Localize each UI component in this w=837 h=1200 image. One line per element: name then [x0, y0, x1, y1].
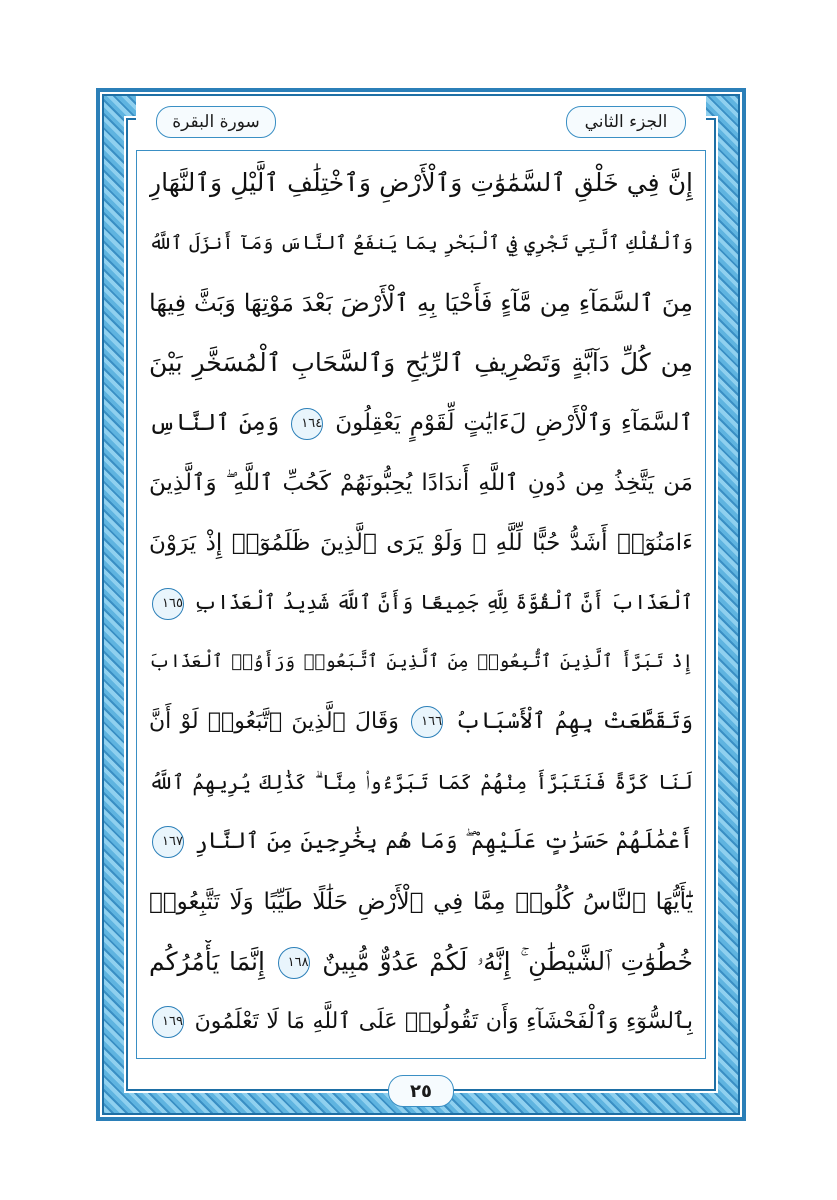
line-text: مَن يَتَّخِذُ مِن دُونِ ٱللَّهِ أَندَادًا يُحِبُّونَهُمْ كَحُبِّ ٱللَّهِ ۖ وَٱلَّذِينَ: [149, 469, 693, 496]
text-line: [149, 461, 693, 509]
verse-lines: [149, 161, 693, 1048]
page-number: ٢٥: [388, 1075, 454, 1107]
verse-number-marker: ١٦٧: [152, 826, 184, 858]
verse-number-marker: ١٦٦: [411, 706, 443, 738]
line-text: لَنَا كَرَّةً فَنَتَبَرَّأَ مِنْهُمْ كَمَا تَبَرَّءُوا۟ مِنَّا ۗ كَذَٰلِكَ يُرِيهِمُ ٱللَّهُ: [149, 770, 693, 795]
page-header: [136, 96, 706, 144]
text-line: [149, 940, 693, 988]
text-line: [149, 521, 693, 569]
text-line: [149, 760, 693, 808]
line-text: بِٱلسُّوٓءِ وَٱلْفَحْشَآءِ وَأَن تَقُولُوا۟ عَلَى ٱللَّهِ مَا لَا تَعْلَمُونَ: [194, 1008, 693, 1034]
surah-name-label: سورة البقرة: [156, 106, 276, 138]
line-text: ٱلسَّمَآءِ وَٱلْأَرْضِ لَءَايَٰتٍ لِّقَوْمٍ يَعْقِلُونَ: [335, 409, 693, 436]
line-text: مِن كُلِّ دَآبَّةٍ وَتَصْرِيفِ ٱلرِّيَٰحِ وَٱلسَّحَابِ ٱلْمُسَخَّرِ بَيْنَ: [149, 347, 693, 377]
line-text: أَعْمَٰلَهُمْ حَسَرَٰتٍ عَلَيْهِمْ ۖ وَمَا هُم بِخَٰرِجِينَ مِنَ ٱلنَّارِ: [194, 829, 693, 855]
text-panel: [136, 150, 706, 1059]
text-line: [149, 700, 693, 748]
text-line: [149, 401, 693, 449]
verse-number-marker: ١٦٨: [278, 947, 310, 979]
verse-number-marker: ١٦٤: [291, 408, 323, 440]
verse-number-marker: ١٦٩: [152, 1006, 184, 1038]
page-footer: [136, 1065, 706, 1113]
mushaf-page: [96, 88, 746, 1121]
line-text: ءَامَنُوٓا۟ أَشَدُّ حُبًّا لِّلَّهِ ۗ وَلَوْ يَرَى ٱلَّذِينَ ظَلَمُوٓا۟ إِذْ يَرَوْنَ: [149, 529, 693, 556]
line-text: يَٰٓأَيُّهَا ٱلنَّاسُ كُلُوا۟ مِمَّا فِي ٱلْأَرْضِ حَلَٰلًا طَيِّبًا وَلَا تَتَّبِعُوا۟: [149, 889, 693, 916]
verse-number-marker: ١٦٥: [152, 588, 184, 620]
line-text: ٱلْعَذَابَ أَنَّ ٱلْقُوَّةَ لِلَّهِ جَمِيعًا وَأَنَّ ٱللَّهَ شَدِيدُ ٱلْعَذَابِ: [193, 590, 693, 615]
line-text: مِنَ ٱلسَّمَآءِ مِن مَّآءٍ فَأَحْيَا بِهِ ٱلْأَرْضَ بَعْدَ مَوْتِهَا وَبَثَّ فِيهَا: [149, 288, 693, 317]
text-line: [149, 221, 693, 269]
line-text: وَٱلْفُلْكِ ٱلَّتِي تَجْرِي فِي ٱلْبَحْرِ بِمَا يَنفَعُ ٱلنَّاسَ وَمَآ أَنزَلَ ٱللَّهُ: [149, 231, 693, 254]
text-line: [149, 820, 693, 868]
line-text: وَتَقَطَّعَتْ بِهِمُ ٱلْأَسْبَابُ: [455, 709, 693, 735]
text-line: [149, 1000, 693, 1048]
text-line: [149, 580, 693, 628]
line-text-continuation: إِنَّمَا يَأْمُرُكُم: [149, 946, 265, 976]
juz-label: الجزء الثاني: [566, 106, 686, 138]
line-text-continuation: وَقَالَ ٱلَّذِينَ ٱتَّبَعُوا۟ لَوْ أَنَّ: [149, 709, 399, 735]
line-text: إِذْ تَبَرَّأَ ٱلَّذِينَ ٱتُّبِعُوا۟ مِنَ ٱلَّذِينَ ٱتَّبَعُوا۟ وَرَأَوُا۟ ٱلْعَذَابَ: [149, 651, 693, 673]
line-text: إِنَّ فِي خَلْقِ ٱلسَّمَٰوَٰتِ وَٱلْأَرْضِ وَٱخْتِلَٰفِ ٱلَّيْلِ وَٱلنَّهَارِ: [149, 168, 693, 197]
text-line: [149, 161, 693, 209]
line-text: خُطُوَٰتِ ٱلشَّيْطَٰنِ ۚ إِنَّهُۥ لَكُمْ عَدُوٌّ مُّبِينٌ: [322, 946, 693, 976]
text-line: [149, 880, 693, 928]
text-line: [149, 281, 693, 329]
line-text-continuation: وَمِنَ ٱلنَّاسِ: [149, 409, 280, 436]
text-line: [149, 640, 693, 688]
text-line: [149, 341, 693, 389]
